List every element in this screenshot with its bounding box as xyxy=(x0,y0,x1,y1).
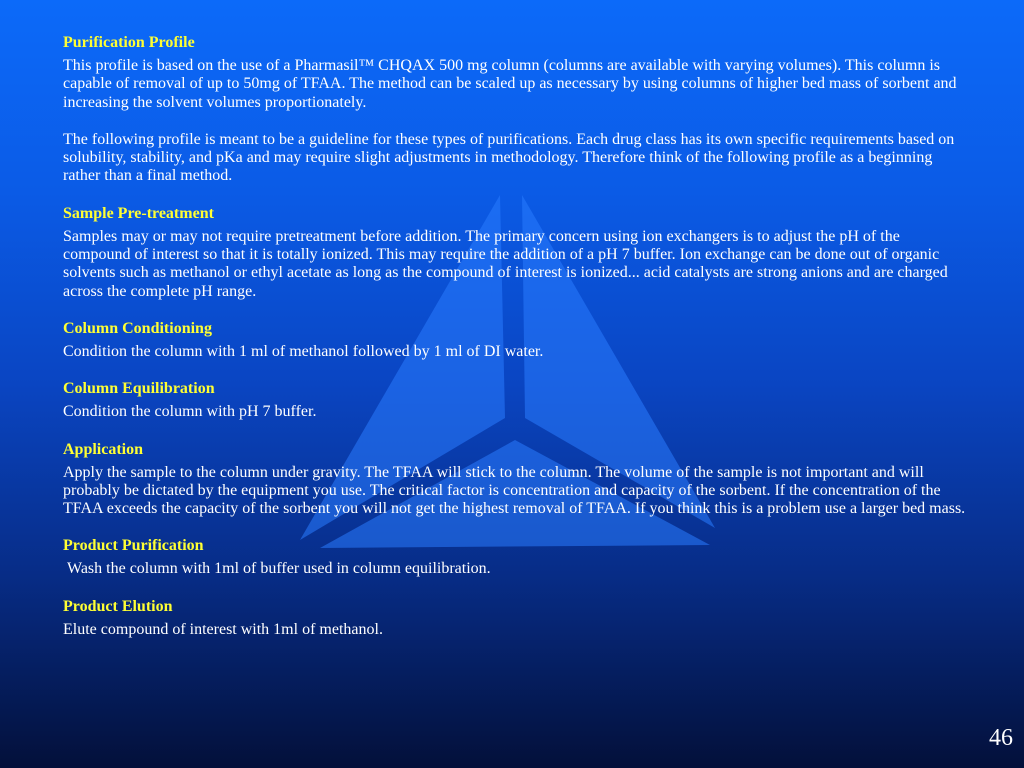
section-heading: Purification Profile xyxy=(63,34,195,51)
section-paragraph: Apply the sample to the column under gravity. The TFAA will stick to the column. The volume of the sample is not important and will probably be dictated by the equipment you use. The critical factor is concentration and capacity of the sorbent. If the concentration of the TFAA exceeds the capacity of the sorbent you will not get the highest removal of TFAA. If you think this is a problem use a larger bed mass. xyxy=(63,463,966,518)
section-column-equilibration xyxy=(63,380,968,421)
section-heading: Sample Pre-treatment xyxy=(63,204,214,222)
section-product-purification xyxy=(63,537,968,578)
section-paragraph: This profile is based on the use of a Pharmasil™ CHQAX 500 mg column (columns are available with varying volumes). This column is capable of removal of up to 50mg of TFAA. The method can be scaled up as necessary by using columns of higher bed mass of sorbent and increasing the solvent volumes proportionately. xyxy=(63,57,957,111)
section-paragraph: Elute compound of interest with 1ml of methanol. xyxy=(63,620,383,638)
section-heading: Product Elution xyxy=(63,597,173,615)
section-sample-pretreatment xyxy=(63,205,968,301)
section-column-conditioning xyxy=(63,320,968,361)
section-paragraph: Wash the column with 1ml of buffer used in column equilibration. xyxy=(63,560,491,578)
page-number: 46 xyxy=(989,725,1013,751)
section-paragraph: The following profile is meant to be a guideline for these types of purifications. Each drug class has its own specific requirements based on solubility, stability, and pKa and may require slight adjustments in methodology. Therefore think of the following profile as a beginning rather than a final method. xyxy=(63,130,955,185)
section-product-elution xyxy=(63,598,968,639)
section-heading: Column Conditioning xyxy=(63,319,212,337)
section-paragraph: Samples may or may not require pretreatment before addition. The primary concern using ion exchangers is to adjust the pH of the compound of interest so that it is totally ionized. This may require the addition of a pH 7 buffer. Ion exchange can be done out of organic solvents such as methanol or ethyl acetate as long as the compound of interest is ionized... acid catalysts are strong anions and are charged across the complete pH range. xyxy=(63,227,948,300)
section-paragraph: Condition the column with pH 7 buffer. xyxy=(63,403,317,421)
section-paragraph: Condition the column with 1 ml of methanol followed by 1 ml of DI water. xyxy=(63,342,544,360)
section-heading: Application xyxy=(63,440,144,458)
section-application xyxy=(63,441,968,519)
section-purification-profile xyxy=(63,34,968,186)
slide-content xyxy=(63,34,968,639)
section-heading: Product Purification xyxy=(63,537,204,555)
section-heading: Column Equilibration xyxy=(63,380,215,398)
